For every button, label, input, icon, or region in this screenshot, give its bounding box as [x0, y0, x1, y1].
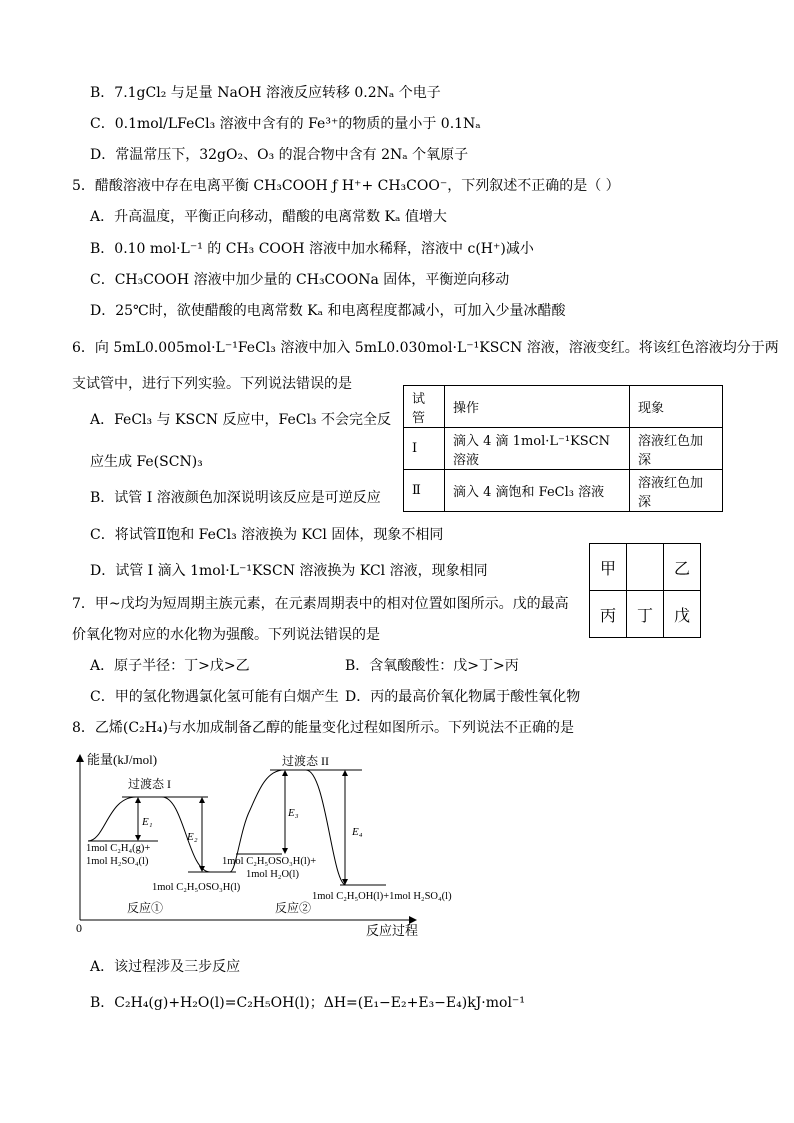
q5-stem: 5．醋酸溶液中存在电离平衡 CH₃COOH ƒ H⁺+ CH₃COO⁻，下列叙述不正确的是（ ）	[72, 178, 620, 194]
e2-label: E₂	[187, 831, 198, 843]
element-cell: 乙	[664, 544, 701, 591]
table-header: 试管	[404, 386, 445, 428]
table-header: 现象	[630, 386, 723, 428]
y-axis-label: 能量(kJ/mol)	[87, 752, 158, 767]
q5-option-b: B．0.10 mol·L⁻¹ 的 CH₃ COOH 溶液中加水稀释，溶液中 c(H⁺)减小	[90, 241, 534, 257]
table-cell: 滴入 4 滴饱和 FeCl₃ 溶液	[445, 470, 630, 512]
e3-label: E₃	[288, 807, 299, 819]
table-cell: 溶液红色加深	[630, 470, 723, 512]
q7-option-d: D．丙的最高价氧化物属于酸性氧化物	[345, 689, 581, 705]
q4-option-d: D．常温常压下，32gO₂、O₃ 的混合物中含有 2Nₐ 个氧原子	[90, 147, 469, 163]
energy-diagram	[70, 750, 452, 940]
q7-stem-line1: 7．甲~戊均为短周期主族元素，在元素周期表中的相对位置如图所示。戊的最高	[72, 596, 569, 612]
q7-option-a: A．原子半径：丁>戊>乙	[90, 658, 250, 674]
intermediate-label: 1mol C₂H₅OSO₃H(l)	[152, 882, 241, 893]
q4-option-c: C．0.1mol/LFeCl₃ 溶液中含有的 Fe³⁺的物质的量小于 0.1Nₐ	[90, 116, 481, 132]
origin-label: 0	[76, 921, 82, 935]
table-cell: Ⅱ	[404, 470, 445, 512]
q6-option-a-line1: A．FeCl₃ 与 KSCN 反应中，FeCl₃ 不会完全反	[90, 412, 391, 428]
experiment-table	[403, 385, 723, 512]
q5-option-c: C．CH₃COOH 溶液中加少量的 CH₃COONa 固体，平衡逆向移动	[90, 272, 510, 288]
reaction2-label: 反应②	[275, 901, 312, 915]
q6-stem-line2: 支试管中，进行下列实验。下列说法错误的是	[72, 376, 352, 392]
q4-option-b: B．7.1gCl₂ 与足量 NaOH 溶液反应转移 0.2Nₐ 个电子	[90, 85, 441, 101]
element-cell: 戊	[664, 591, 701, 638]
table-cell: I	[404, 428, 445, 470]
q7-option-b: B．含氧酸酸性：戊>丁>丙	[345, 658, 519, 674]
x-axis-label: 反应过程	[366, 923, 419, 938]
table-header-row	[404, 386, 723, 428]
q6-option-b: B．试管 I 溶液颜色加深说明该反应是可逆反应	[90, 490, 381, 506]
start-state-line1: 1mol C₂H₄(g)+	[86, 843, 151, 854]
step2-start-line2: 1mol H₂O(l)	[246, 869, 299, 880]
element-cell: 丁	[627, 591, 664, 638]
q7-stem-line2: 价氧化物对应的水化物为强酸。下列说法错误的是	[72, 627, 380, 643]
q6-option-c: C．将试管Ⅱ饱和 FeCl₃ 溶液换为 KCl 固体，现象不相同	[90, 527, 444, 543]
element-cell: 甲	[590, 544, 627, 591]
q7-option-c: C．甲的氢化物遇氯化氢可能有白烟产生	[90, 689, 339, 705]
element-cell	[627, 544, 664, 591]
table-cell: 溶液红色加深	[630, 428, 723, 470]
table-header: 操作	[445, 386, 630, 428]
ts1-label: 过渡态 I	[128, 777, 171, 791]
q8-option-a: A．该过程涉及三步反应	[90, 959, 241, 975]
e4-label: E₄	[352, 826, 363, 838]
start-state-line2: 1mol H₂SO₄(l)	[86, 856, 149, 867]
q8-stem: 8．乙烯(C₂H₄)与水加成制备乙醇的能量变化过程如图所示。下列说法不正确的是	[72, 720, 574, 736]
ts2-label: 过渡态 II	[282, 754, 329, 768]
q6-stem-line1: 6．向 5mL0.005mol·L⁻¹FeCl₃ 溶液中加入 5mL0.030mol·L⁻¹KSCN 溶液，溶液变红。将该红色溶液均分于两	[72, 340, 779, 356]
q5-option-a: A．升高温度，平衡正向移动，醋酸的电离常数 Kₐ 值增大	[90, 209, 447, 225]
end-state-label: 1mol C₂H₅OH(l)+1mol H₂SO₄(l)	[312, 891, 452, 902]
table-row	[404, 428, 723, 470]
e1-label: E₁	[142, 816, 153, 828]
reaction1-label: 反应①	[127, 901, 164, 915]
table-cell: 滴入 4 滴 1mol·L⁻¹KSCN 溶液	[445, 428, 630, 470]
q6-option-a-line2: 应生成 Fe(SCN)₃	[90, 454, 203, 470]
periodic-table-fragment	[589, 543, 701, 638]
step2-start-line1: 1mol C₂H₅OSO₃H(l)+	[222, 856, 317, 867]
table-row	[404, 470, 723, 512]
q5-option-d: D．25℃时，欲使醋酸的电离常数 Kₐ 和电离程度都减小，可加入少量冰醋酸	[90, 303, 566, 319]
element-cell: 丙	[590, 591, 627, 638]
q6-option-d: D．试管 I 滴入 1mol·L⁻¹KSCN 溶液换为 KCl 溶液，现象相同	[90, 563, 488, 579]
q8-option-b: B．C₂H₄(g)+H₂O(l)=C₂H₅OH(l)；ΔH=(E₁−E₂+E₃−E₄)kJ·mol⁻¹	[90, 995, 525, 1011]
